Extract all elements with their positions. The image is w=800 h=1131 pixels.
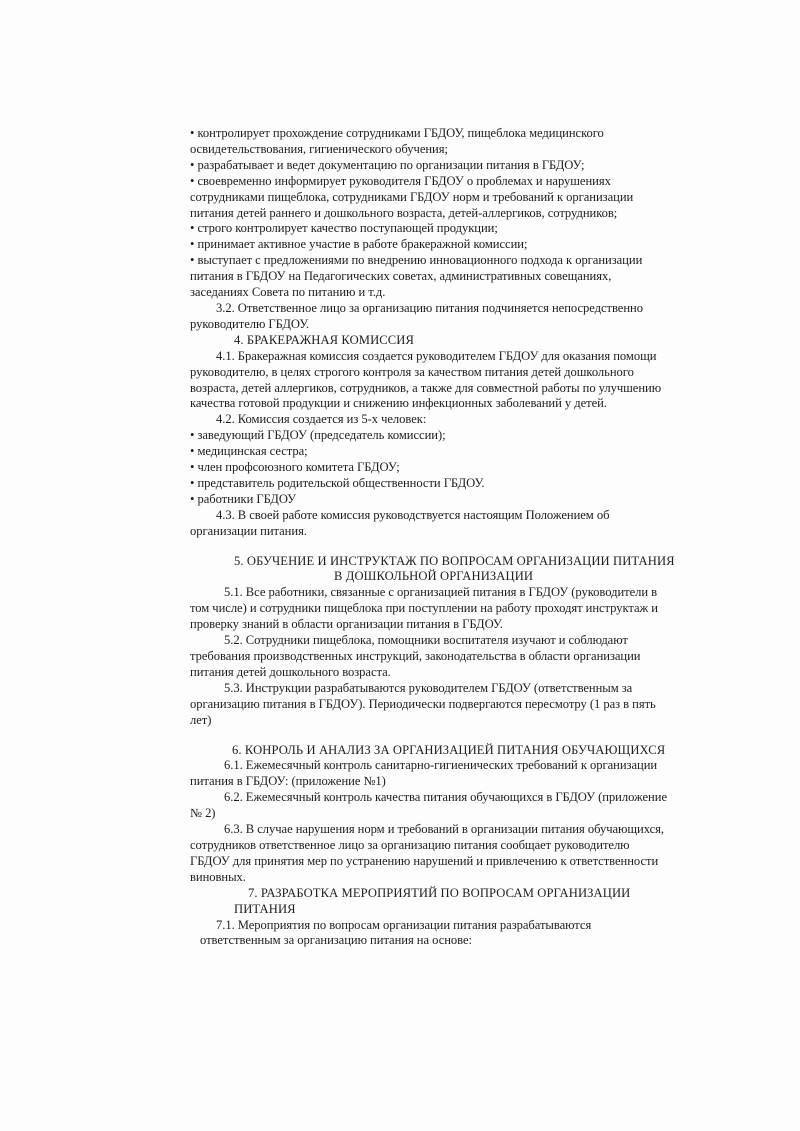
clause-4-3-cont: организации питания. xyxy=(190,523,307,538)
clause-4-2: 4.2. Комиссия создается из 5-х человек: xyxy=(216,412,427,427)
clause-3-2: 3.2. Ответственное лицо за организацию питания подчиняется непосредственно xyxy=(216,300,643,315)
clause-7-1: 7.1. Мероприятия по вопросам организации питания разрабатываются xyxy=(216,917,592,932)
duty-inform: • своевременно информирует руководителя ГБДОУ о проблемах и нарушениях xyxy=(190,173,611,188)
clause-5-2: 5.2. Сотрудники пищеблока, помощники воспитателя изучают и соблюдают xyxy=(224,633,628,648)
section-5-heading: 5. ОБУЧЕНИЕ И ИНСТРУКТАЖ ПО ВОПРОСАМ ОРГАНИЗАЦИИ ПИТАНИЯ xyxy=(234,553,675,568)
clause-4-1-cont2: возраста, детей аллергиков, сотрудников, а также для совместной работы по улучшению xyxy=(190,380,662,395)
duty-inform-cont1: сотрудниками пищеблока, сотрудниками ГБДОУ норм и требований к организации xyxy=(190,189,634,204)
duty-quality-control: • строго контролирует качество поступающей продукции; xyxy=(190,221,498,236)
section-6-heading: 6. КОНРОЛЬ И АНАЛИЗ ЗА ОРГАНИЗАЦИЕЙ ПИТАНИЯ ОБУЧАЮЩИХСЯ xyxy=(232,742,666,757)
section-5-heading-cont: В ДОШКОЛЬНОЙ ОРГАНИЗАЦИИ xyxy=(334,569,534,584)
clause-5-2-cont2: питания детей дошкольного возраста. xyxy=(190,664,391,679)
clause-3-2-cont: руководителю ГБДОУ. xyxy=(190,316,310,331)
duty-proposals: • выступает с предложениями по внедрению инновационного подхода к организации xyxy=(190,253,643,268)
section-7-heading-cont: ПИТАНИЯ xyxy=(234,901,296,916)
clause-4-1-cont1: руководителю, в целях строгого контроля за качеством питания детей дошкольного xyxy=(190,364,634,379)
clause-5-1-cont1: том числе) и сотрудники пищеблока при поступлении на работу проходят инструктаж и xyxy=(190,601,658,616)
section-4-heading: 4. БРАКЕРАЖНАЯ КОМИССИЯ xyxy=(234,332,414,347)
clause-6-3-cont3: виновных. xyxy=(190,869,246,884)
commission-member-nurse: • медицинская сестра; xyxy=(190,444,308,459)
duty-proposals-cont2: заседаниях Совета по питанию и т.д. xyxy=(190,285,386,300)
commission-member-head: • заведующий ГБДОУ (председатель комиссии); xyxy=(190,428,446,443)
clause-6-2-cont: № 2) xyxy=(190,806,216,821)
clause-5-1-cont2: проверку знаний в области организации питания в ГБДОУ. xyxy=(190,617,503,632)
clause-5-3-cont2: лет) xyxy=(190,712,212,727)
clause-5-3: 5.3. Инструкции разрабатываются руководителем ГБДОУ (ответственным за xyxy=(224,680,633,695)
duty-proposals-cont1: питания в ГБДОУ на Педагогических советах, административных совещаниях, xyxy=(190,269,612,284)
commission-member-parent: • представитель родительской общественности ГБДОУ. xyxy=(190,475,485,490)
clause-5-2-cont1: требования производственных инструкций, законодательства в области организации xyxy=(190,649,641,663)
clause-6-1: 6.1. Ежемесячный контроль санитарно-гигиенических требований к организации xyxy=(224,758,658,773)
duty-medical-exam: • контролирует прохождение сотрудниками ГБДОУ, пищеблока медицинского xyxy=(190,126,604,140)
clause-6-3-cont1: сотрудников ответственное лицо за организацию питания сообщает руководителю xyxy=(190,837,630,852)
clause-6-3: 6.3. В случае нарушения норм и требований в организации питания обучающихся, xyxy=(224,822,664,837)
document-body xyxy=(190,126,675,949)
clause-5-3-cont1: организацию питания в ГБДОУ). Периодически подвергаются пересмотру (1 раз в пять xyxy=(190,696,656,711)
clause-4-3: 4.3. В своей работе комиссия руководствуется настоящим Положением об xyxy=(216,507,610,522)
clause-6-2: 6.2. Ежемесячный контроль качества питания обучающихся в ГБДОУ (приложение xyxy=(224,790,667,805)
clause-7-1-cont: ответственным за организацию питания на основе: xyxy=(200,933,472,948)
clause-6-3-cont2: ГБДОУ для принятия мер по устранению нарушений и привлечению к ответственности xyxy=(190,853,659,868)
commission-member-staff: • работники ГБДОУ xyxy=(190,491,297,506)
clause-4-1: 4.1. Бракеражная комиссия создается руководителем ГБДОУ для оказания помощи xyxy=(216,348,657,363)
duty-commission-participation: • принимает активное участие в работе бракеражной комиссии; xyxy=(190,237,528,252)
clause-4-1-cont3: качества готовой продукции и снижению инфекционных заболеваний у детей. xyxy=(190,396,607,411)
commission-member-union: • член профсоюзного комитета ГБДОУ; xyxy=(190,460,400,475)
duty-medical-exam-cont: освидетельствования, гигиенического обучения; xyxy=(190,141,448,156)
duty-documentation: • разрабатывает и ведет документацию по организации питания в ГБДОУ; xyxy=(190,157,585,172)
section-7-heading: 7. РАЗРАБОТКА МЕРОПРИЯТИЙ ПО ВОПРОСАМ ОРГАНИЗАЦИИ xyxy=(248,885,631,900)
clause-6-1-cont: питания в ГБДОУ: (приложение №1) xyxy=(190,774,386,789)
clause-5-1: 5.1. Все работники, связанные с организацией питания в ГБДОУ (руководители в xyxy=(224,585,658,600)
duty-inform-cont2: питания детей раннего и дошкольного возраста, детей-аллергиков, сотрудников; xyxy=(190,205,618,220)
